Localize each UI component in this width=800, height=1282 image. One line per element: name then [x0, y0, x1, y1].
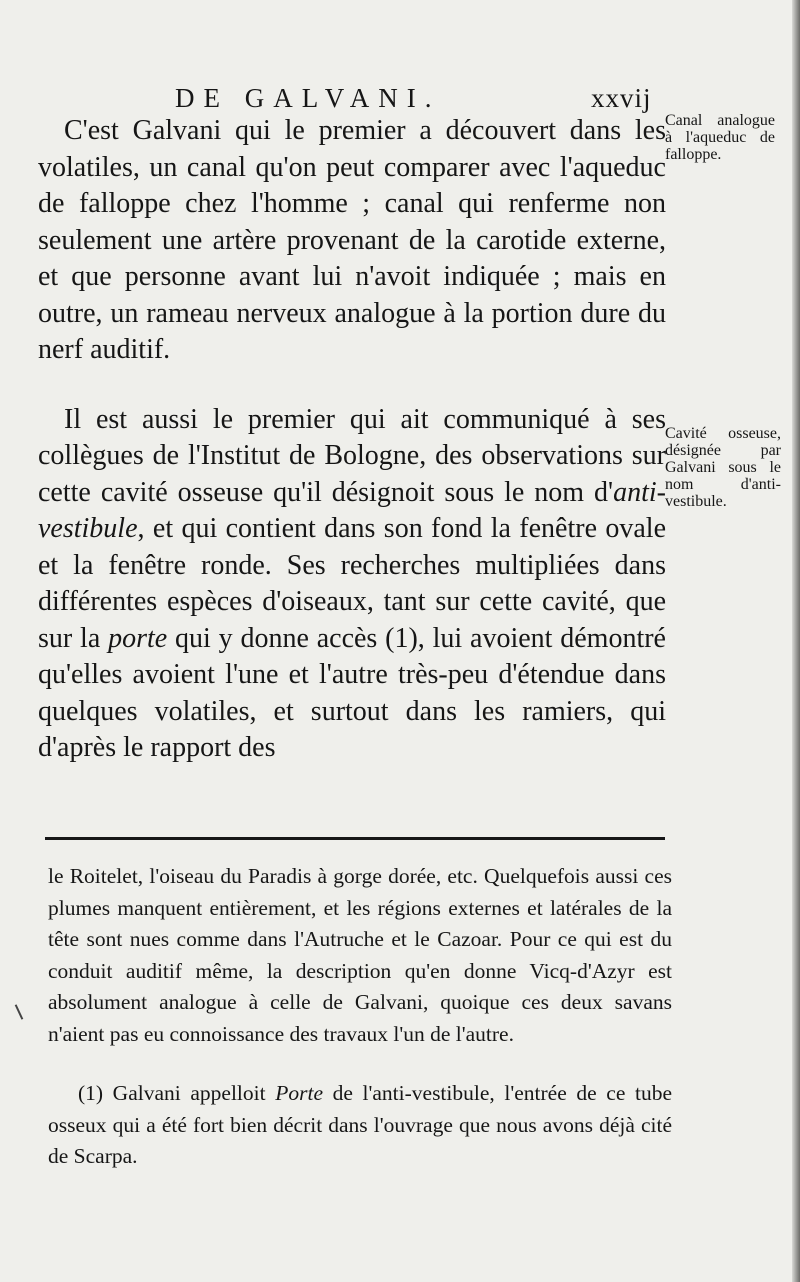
- paragraph-2-text-3: qui y donne accès (1), lui avoient démontré qu'elles avoient l'une et l'autre très-peu d'étendue dans quelques volatiles, et surtout dans les ramiers, qui d'après le rapport des: [38, 622, 666, 763]
- footnote-rule: [45, 837, 665, 840]
- page-number: xxvij: [591, 83, 652, 113]
- porte-term: porte: [108, 622, 168, 654]
- footnotes-block: [48, 861, 672, 1173]
- page-edge-shadow: [792, 0, 800, 1282]
- footnote-1-text-2: de l'anti-vestibule, l'entrée de ce tube osseux qui a été fort bien décrit dans l'ouvrage que nous avons déjà cité de Scarpa.: [48, 1081, 672, 1168]
- running-head: DE GALVANI.: [175, 83, 441, 113]
- footnote-1: [48, 1078, 672, 1173]
- footnote-continued: le Roitelet, l'oiseau du Paradis à gorge dorée, etc. Quelquefois aussi ces plumes manquent entièrement, et les régions externes et latérales de la tête sont nues comme dans l'Autruche et le Cazoar. Pour ce qui est du conduit auditif même, la description qu'en donne Vicq-d'Azyr est absolument analogue à celle de Galvani, quoique ces deux savans n'aient pas eu connoissance des travaux l'un de l'autre.: [48, 864, 672, 1046]
- paragraph-2-text-2: , et qui contient dans son fond la fenêtre ovale et la fenêtre ronde. Ses recherches multipliées dans différentes espèces d'oiseaux, tant sur cette cavité, que sur la: [38, 513, 666, 654]
- stray-ink-mark: [15, 1004, 24, 1019]
- margin-note-canal: Canal analogue à l'aqueduc de falloppe.: [665, 112, 775, 163]
- margin-note-cavite: Cavité osseuse, désignée par Galvani sous le nom d'anti-vestibule.: [665, 425, 781, 510]
- paragraph-galvani-canal: C'est Galvani qui le premier a découvert dans les volatiles, un canal qu'on peut comparer avec l'aqueduc de falloppe chez l'homme ; canal qui renferme non seulement une artère provenant de la carotide externe, et que personne avant lui n'avoit indiquée ; mais en outre, un rameau nerveux analogue à la portion dure du nerf auditif.: [38, 115, 666, 365]
- page-header: [0, 83, 800, 113]
- footnote-1-porte-term: Porte: [275, 1081, 323, 1105]
- main-text-block: [38, 113, 666, 767]
- footnote-1-text-1: (1) Galvani appelloit: [78, 1081, 276, 1105]
- paragraph-anti-vestibule: [38, 402, 666, 767]
- paragraph-2-text-1: Il est aussi le premier qui ait communiqué à ses collègues de l'Institut de Bologne, des observations sur cette cavité osseuse qu'il désignoit sous le nom d': [38, 403, 666, 508]
- anti-vestibule-term: anti-vestibule: [38, 476, 666, 544]
